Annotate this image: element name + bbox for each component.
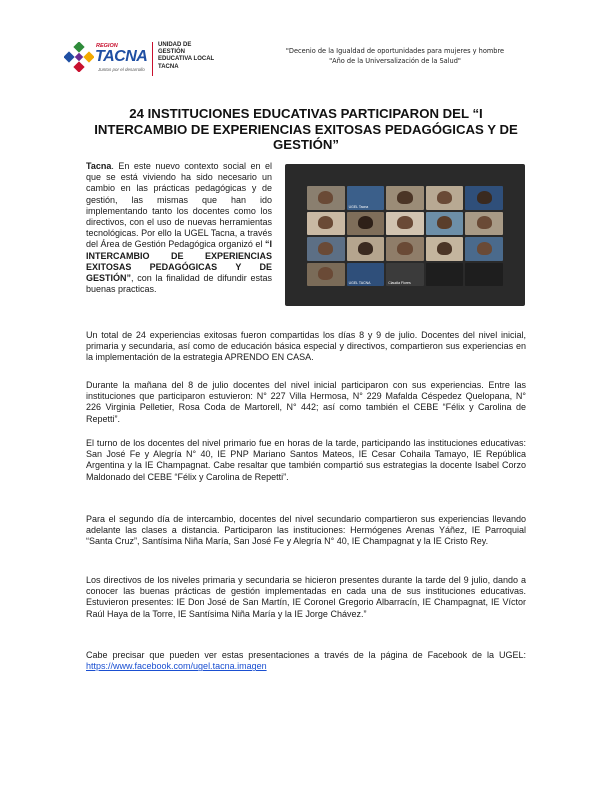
participant-tile: [347, 237, 385, 261]
participant-tile: [426, 212, 464, 236]
participant-tile: [307, 186, 345, 210]
intro-text: . En este nuevo contexto social en el que se está viviendo ha sido necesario un cambio en las prácticas pedagógicas y de gestión, las mismas que han ido implementando tanto los docentes como los directivos, con el uso de nuevas herramientas tecnológicas. Por ello la UGEL Tacna, a través del Área de Gestión Pedagógica organizó el: [86, 161, 272, 250]
participant-tile: [465, 237, 503, 261]
logo-region-small: REGION: [96, 43, 118, 49]
motto-year: "Año de la Universalización de la Salud": [329, 57, 461, 65]
facebook-intro-text: Cabe precisar que pueden ver estas presentaciones a través de la página de Facebook de la UGEL:: [86, 650, 526, 660]
participant-tile: [386, 237, 424, 261]
header-mottos: [230, 46, 560, 66]
facebook-page-link[interactable]: https://www.facebook.com/ugel.tacna.imagen: [86, 661, 267, 672]
participant-tile: [307, 263, 345, 287]
intro-lead: Tacna: [86, 161, 112, 171]
participant-tile: [307, 212, 345, 236]
article-paragraph-6: Los directivos de los niveles primaria y secundaria se hicieron presentes durante la tarde del 9 julio, dando a conocer las buenas prácticas de gestión implementadas en cada una de sus instituciones educativas. Estuvieron presentes: IE Don José de San Martín, IE Coronel Gregorio Albarracín, IE Champagnat, IE Víctor Raúl Haya de la Torre, IE Santísima Niña María y la IE Jorge Chávez.”: [86, 575, 526, 619]
participant-tile: [347, 212, 385, 236]
participant-tile: [347, 263, 385, 287]
participant-tile: [307, 237, 345, 261]
intro-event-name: “I INTERCAMBIO DE EXPERIENCIAS EXITOSAS PEDAGÓGICAS Y DE GESTIÓN”: [86, 239, 272, 284]
ugel-unit-name: UNIDAD DE GESTIÓN EDUCATIVA LOCAL TACNA: [158, 42, 215, 70]
region-logo-mark-icon: [64, 42, 94, 72]
article-paragraph-3: Durante la mañana del 8 de julio docentes del nivel inicial participaron con sus experiencias. Entre las instituciones que participaron estuvieron: N° 227 Villa Hermosa, N° 229 Mafalda Céspedez Quelopana, N° 226 Virginia Pelletier, Rosa Coda de Martorell, N° 442; así como también el CEBE “Félix y Carolina de Repetti”.: [86, 380, 526, 424]
logo-tagline: Juntos por el desarrollo: [98, 67, 145, 72]
article-title: 24 INSTITUCIONES EDUCATIVAS PARTICIPARON DEL “I INTERCAMBIO DE EXPERIENCIAS EXITOSAS PEDAGÓGICAS Y DE GESTIÓN”: [94, 106, 518, 152]
page-header: [60, 38, 560, 82]
article-paragraph-7: [86, 650, 526, 672]
participant-tile: [386, 263, 424, 287]
participant-grid: [307, 186, 503, 286]
tile-label: UGEL Tacna: [348, 204, 369, 209]
article-intro-paragraph: [86, 161, 272, 295]
intro-end: , con la finalidad de difundir estas buenas practicas.: [86, 273, 272, 295]
article-paragraph-5: Para el segundo día de intercambio, docentes del nivel secundario compartieron sus experiencias llevando adelante las clases a distancia. Participaron las instituciones: Hermógenes Arenas Yáñez, IE Parroquial “Santa Cruz”, Santísima Niña María, San José Fe y Alegría N° 40, IE Champagnat y la IE Cristo Rey.: [86, 514, 526, 547]
article-paragraph-4: El turno de los docentes del nivel primario fue en horas de la tarde, participando las instituciones educativas: San José Fe y Alegría N° 40, IE PNP Mariano Santos Mateos, IE Cesar Cohaila Tamayo, IE República Argentina y la IE Champagnat. Cabe resaltar que también compartió sus estrategias la docente Isabel Corzo Maldonado del CEBE “Félix y Carolina de Repetti”.: [86, 438, 526, 482]
participant-tile: [465, 212, 503, 236]
motto-decade: "Decenio de la Igualdad de oportunidades para mujeres y hombre: [285, 47, 505, 55]
participant-tile: [465, 186, 503, 210]
logo-region-big: TACNA: [95, 48, 148, 65]
participant-tile: [465, 263, 503, 287]
participant-tile: [426, 263, 464, 287]
participant-tile: [386, 212, 424, 236]
participant-tile: [347, 186, 385, 210]
video-conference-photo: [285, 164, 525, 306]
participant-tile: [386, 186, 424, 210]
participant-tile: [426, 237, 464, 261]
tile-label: Claudia Flores: [388, 281, 411, 285]
tile-label: UGEL TACNA: [348, 281, 371, 285]
region-tacna-logo: [60, 38, 220, 82]
article-paragraph-2: Un total de 24 experiencias exitosas fueron compartidas los días 8 y 9 de julio. Docentes del nivel inicial, primaria y secundaria, así como de educación básica especial y directivos, compartieron sus experiencias en la implementación de la estrategia APRENDO EN CASA.: [86, 330, 526, 363]
logo-divider: [152, 42, 153, 76]
participant-tile: [426, 186, 464, 210]
